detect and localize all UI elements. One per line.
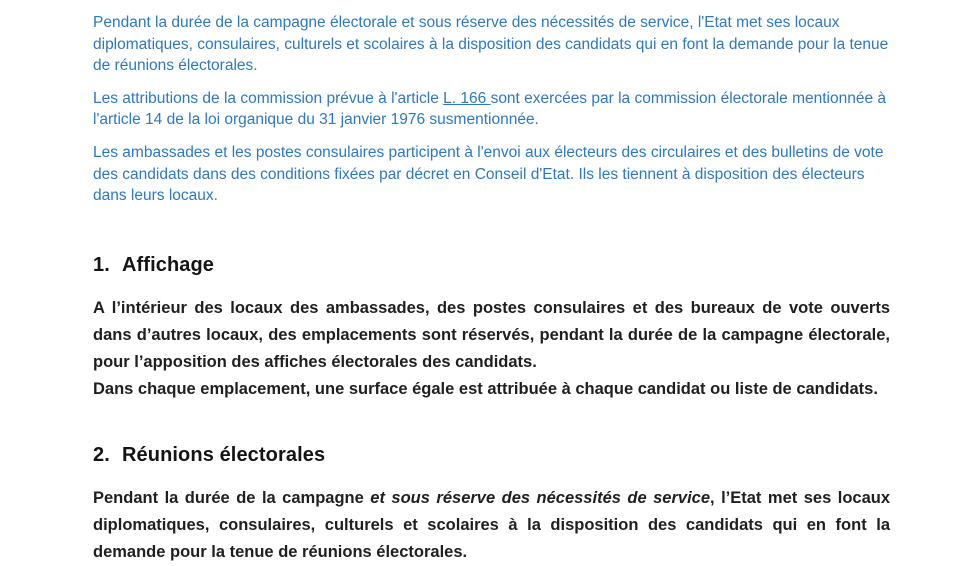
section-reunions-electorales	[93, 443, 890, 566]
section-reunions-heading	[93, 443, 890, 467]
section-affichage-heading	[93, 253, 890, 277]
paragraph-text-before-link: Les attributions de la commission prévue à l'article	[93, 89, 444, 107]
section-affichage	[93, 253, 890, 403]
paragraph-emphasis-necessites-service: et sous réserve des nécessités de service	[370, 488, 711, 507]
section-affichage-paragraph-emplacements: A l’intérieur des locaux des ambassades, des postes consulaires et des bureaux de vote ouverts dans d’autres locaux, des emplacements sont réservés, pendant la durée de la campagne électorale, pour l’apposition des affiches électorales des candidats.	[93, 298, 890, 371]
paragraph-text-after-emphasis: , l’Etat met ses locaux diplomatiques, consulaires, culturels et scolaires à la disposition des candidats qui en font la demande pour la tenue de réunions électorales.	[93, 488, 891, 561]
section-affichage-number: 1.	[93, 253, 110, 276]
paragraph-text-after-link: sont exercées par la commission électorale mentionnée à l'article 14 de la loi organique du 31 janvier 1976 susmentionnée.	[93, 89, 887, 129]
paragraph-commission-attributions	[93, 88, 890, 131]
section-reunions-title: Réunions électorales	[122, 443, 326, 466]
paragraph-text-before-emphasis: Pendant la durée de la campagne	[93, 488, 371, 507]
section-reunions-paragraph	[93, 485, 890, 566]
section-affichage-title: Affichage	[122, 253, 215, 276]
document-content-column	[93, 0, 890, 566]
paragraph-campagne-electorale: Pendant la durée de la campagne électorale et sous réserve des nécessités de service, l'Etat met ses locaux diplomatiques, consulaires, culturels et scolaires à la disposition des candidats qui en font la demande pour la tenue de réunions électorales.	[93, 14, 889, 75]
paragraph-ambassades-envoi: Les ambassades et les postes consulaires participent à l'envoi aux électeurs des circulaires et des bulletins de vote des candidats dans des conditions fixées par décret en Conseil d'Etat. Ils les tiennent à disposition des électeurs dans leurs locaux.	[93, 143, 884, 205]
intro-section	[93, 12, 890, 207]
article-l166-link[interactable]: L. 166	[443, 89, 491, 107]
section-reunions-number: 2.	[93, 443, 110, 466]
section-affichage-paragraph-surface-egale: Dans chaque emplacement, une surface égale est attribuée à chaque candidat ou liste de candidats.	[93, 379, 878, 398]
